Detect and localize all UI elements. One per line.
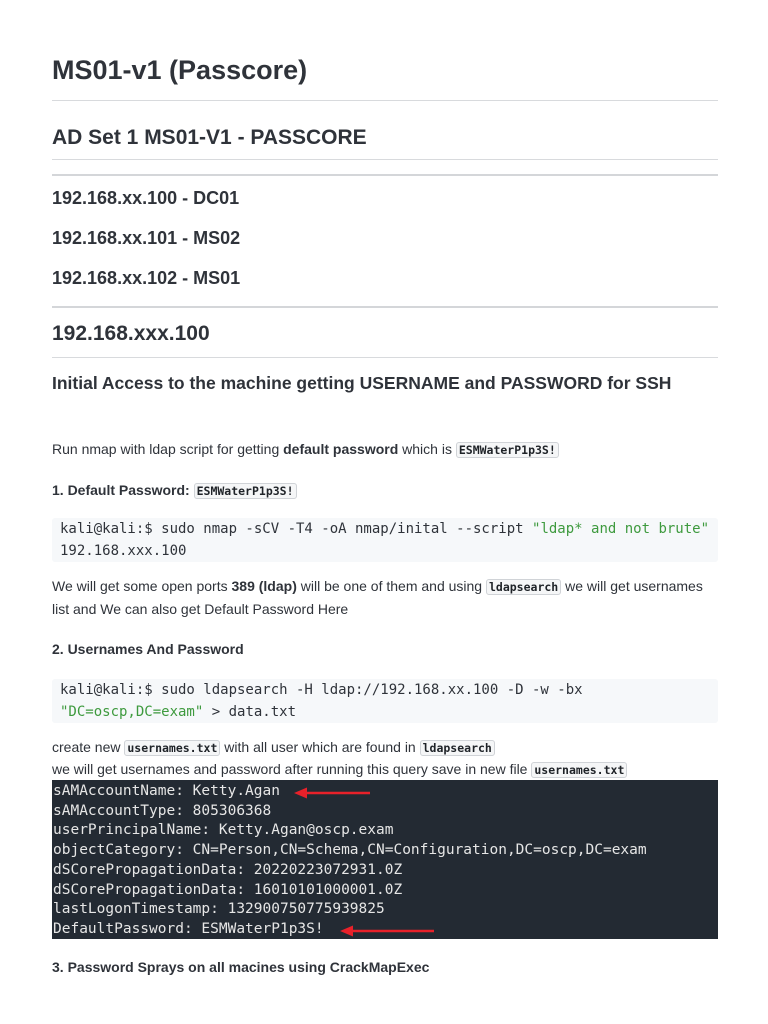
initial-access-heading: Initial Access to the machine getting USERNAME and PASSWORD for SSH bbox=[52, 373, 672, 393]
terminal-line: objectCategory: CN=Person,CN=Schema,CN=Configuration,DC=oscp,DC=exam bbox=[53, 842, 647, 859]
paragraph-text: will be one of them and using bbox=[296, 578, 486, 594]
intro-text: Run nmap with ldap script for getting bbox=[52, 441, 284, 457]
step1-heading bbox=[52, 480, 297, 501]
step2-heading: 2. Usernames And Password bbox=[52, 641, 244, 657]
paragraph-text: with all user which are found in bbox=[220, 739, 420, 755]
save-paragraph bbox=[52, 758, 718, 781]
nmap-code-block[interactable] bbox=[52, 518, 718, 562]
command-text: kali@kali:$ sudo ldapsearch -H ldap://192.168.xx.100 -D -w -bx bbox=[60, 682, 592, 698]
divider bbox=[52, 100, 718, 101]
host-ms02: 192.168.xx.101 - MS02 bbox=[52, 228, 241, 248]
red-arrow-icon bbox=[294, 786, 372, 800]
paragraph-bold: 389 (ldap) bbox=[231, 578, 297, 594]
inline-code-usernames: usernames.txt bbox=[124, 740, 220, 756]
host-dc01: 192.168.xx.100 - DC01 bbox=[52, 188, 240, 208]
create-paragraph bbox=[52, 736, 718, 759]
terminal-screenshot bbox=[52, 780, 718, 939]
command-text: kali@kali:$ sudo nmap -sCV -T4 -oA nmap/inital --script bbox=[60, 521, 533, 537]
terminal-line: sAMAccountName: Ketty.Agan bbox=[53, 783, 280, 799]
command-string: "DC=oscp,DC=exam" bbox=[60, 704, 204, 720]
divider bbox=[52, 357, 718, 358]
host-ms01: 192.168.xx.102 - MS01 bbox=[52, 268, 241, 288]
inline-code-ldapsearch: ldapsearch bbox=[486, 579, 561, 595]
inline-code-password: ESMWaterP1p3S! bbox=[194, 483, 297, 499]
inline-code-ldapsearch: ldapsearch bbox=[420, 740, 495, 756]
terminal-line: userPrincipalName: Ketty.Agan@oscp.exam bbox=[53, 822, 394, 839]
command-text: > data.txt bbox=[203, 704, 297, 720]
ports-paragraph bbox=[52, 575, 718, 620]
paragraph-text: we will get usernames list and We can also get Default Password Here bbox=[52, 578, 703, 617]
inline-code-password: ESMWaterP1p3S! bbox=[456, 442, 559, 458]
target-heading: 192.168.xxx.100 bbox=[52, 322, 210, 345]
command-string: "ldap* and not brute" bbox=[532, 521, 710, 537]
terminal-line: lastLogonTimestamp: 132900750775939825 bbox=[53, 901, 385, 918]
red-arrow-icon bbox=[340, 924, 436, 938]
page-title: MS01-v1 (Passcore) bbox=[52, 55, 308, 85]
horizontal-rule bbox=[52, 306, 718, 308]
command-text: 192.168.xxx.100 bbox=[60, 521, 718, 559]
terminal-line: DefaultPassword: ESMWaterP1p3S! bbox=[53, 920, 324, 937]
intro-bold: default password bbox=[283, 441, 399, 457]
paragraph-text: create new bbox=[52, 739, 125, 755]
paragraph-text: We will get some open ports bbox=[52, 578, 232, 594]
ldapsearch-code-block[interactable] bbox=[52, 679, 718, 723]
horizontal-rule bbox=[52, 174, 718, 176]
terminal-line: dSCorePropagationData: 20220223072931.0Z bbox=[53, 861, 403, 878]
step3-heading: 3. Password Sprays on all macines using CrackMapExec bbox=[52, 959, 430, 975]
section-title: AD Set 1 MS01-V1 - PASSCORE bbox=[52, 126, 367, 149]
step1-label: 1. Default Password: bbox=[52, 482, 194, 498]
inline-code-usernames: usernames.txt bbox=[531, 762, 627, 778]
terminal-line: sAMAccountType: 805306368 bbox=[53, 802, 272, 819]
intro-paragraph bbox=[52, 438, 718, 461]
terminal-line: dSCorePropagationData: 16010101000001.0Z bbox=[53, 881, 403, 898]
divider bbox=[52, 159, 718, 160]
intro-text: which is bbox=[398, 441, 456, 457]
paragraph-text: we will get usernames and password after running this query save in new file bbox=[52, 761, 532, 777]
